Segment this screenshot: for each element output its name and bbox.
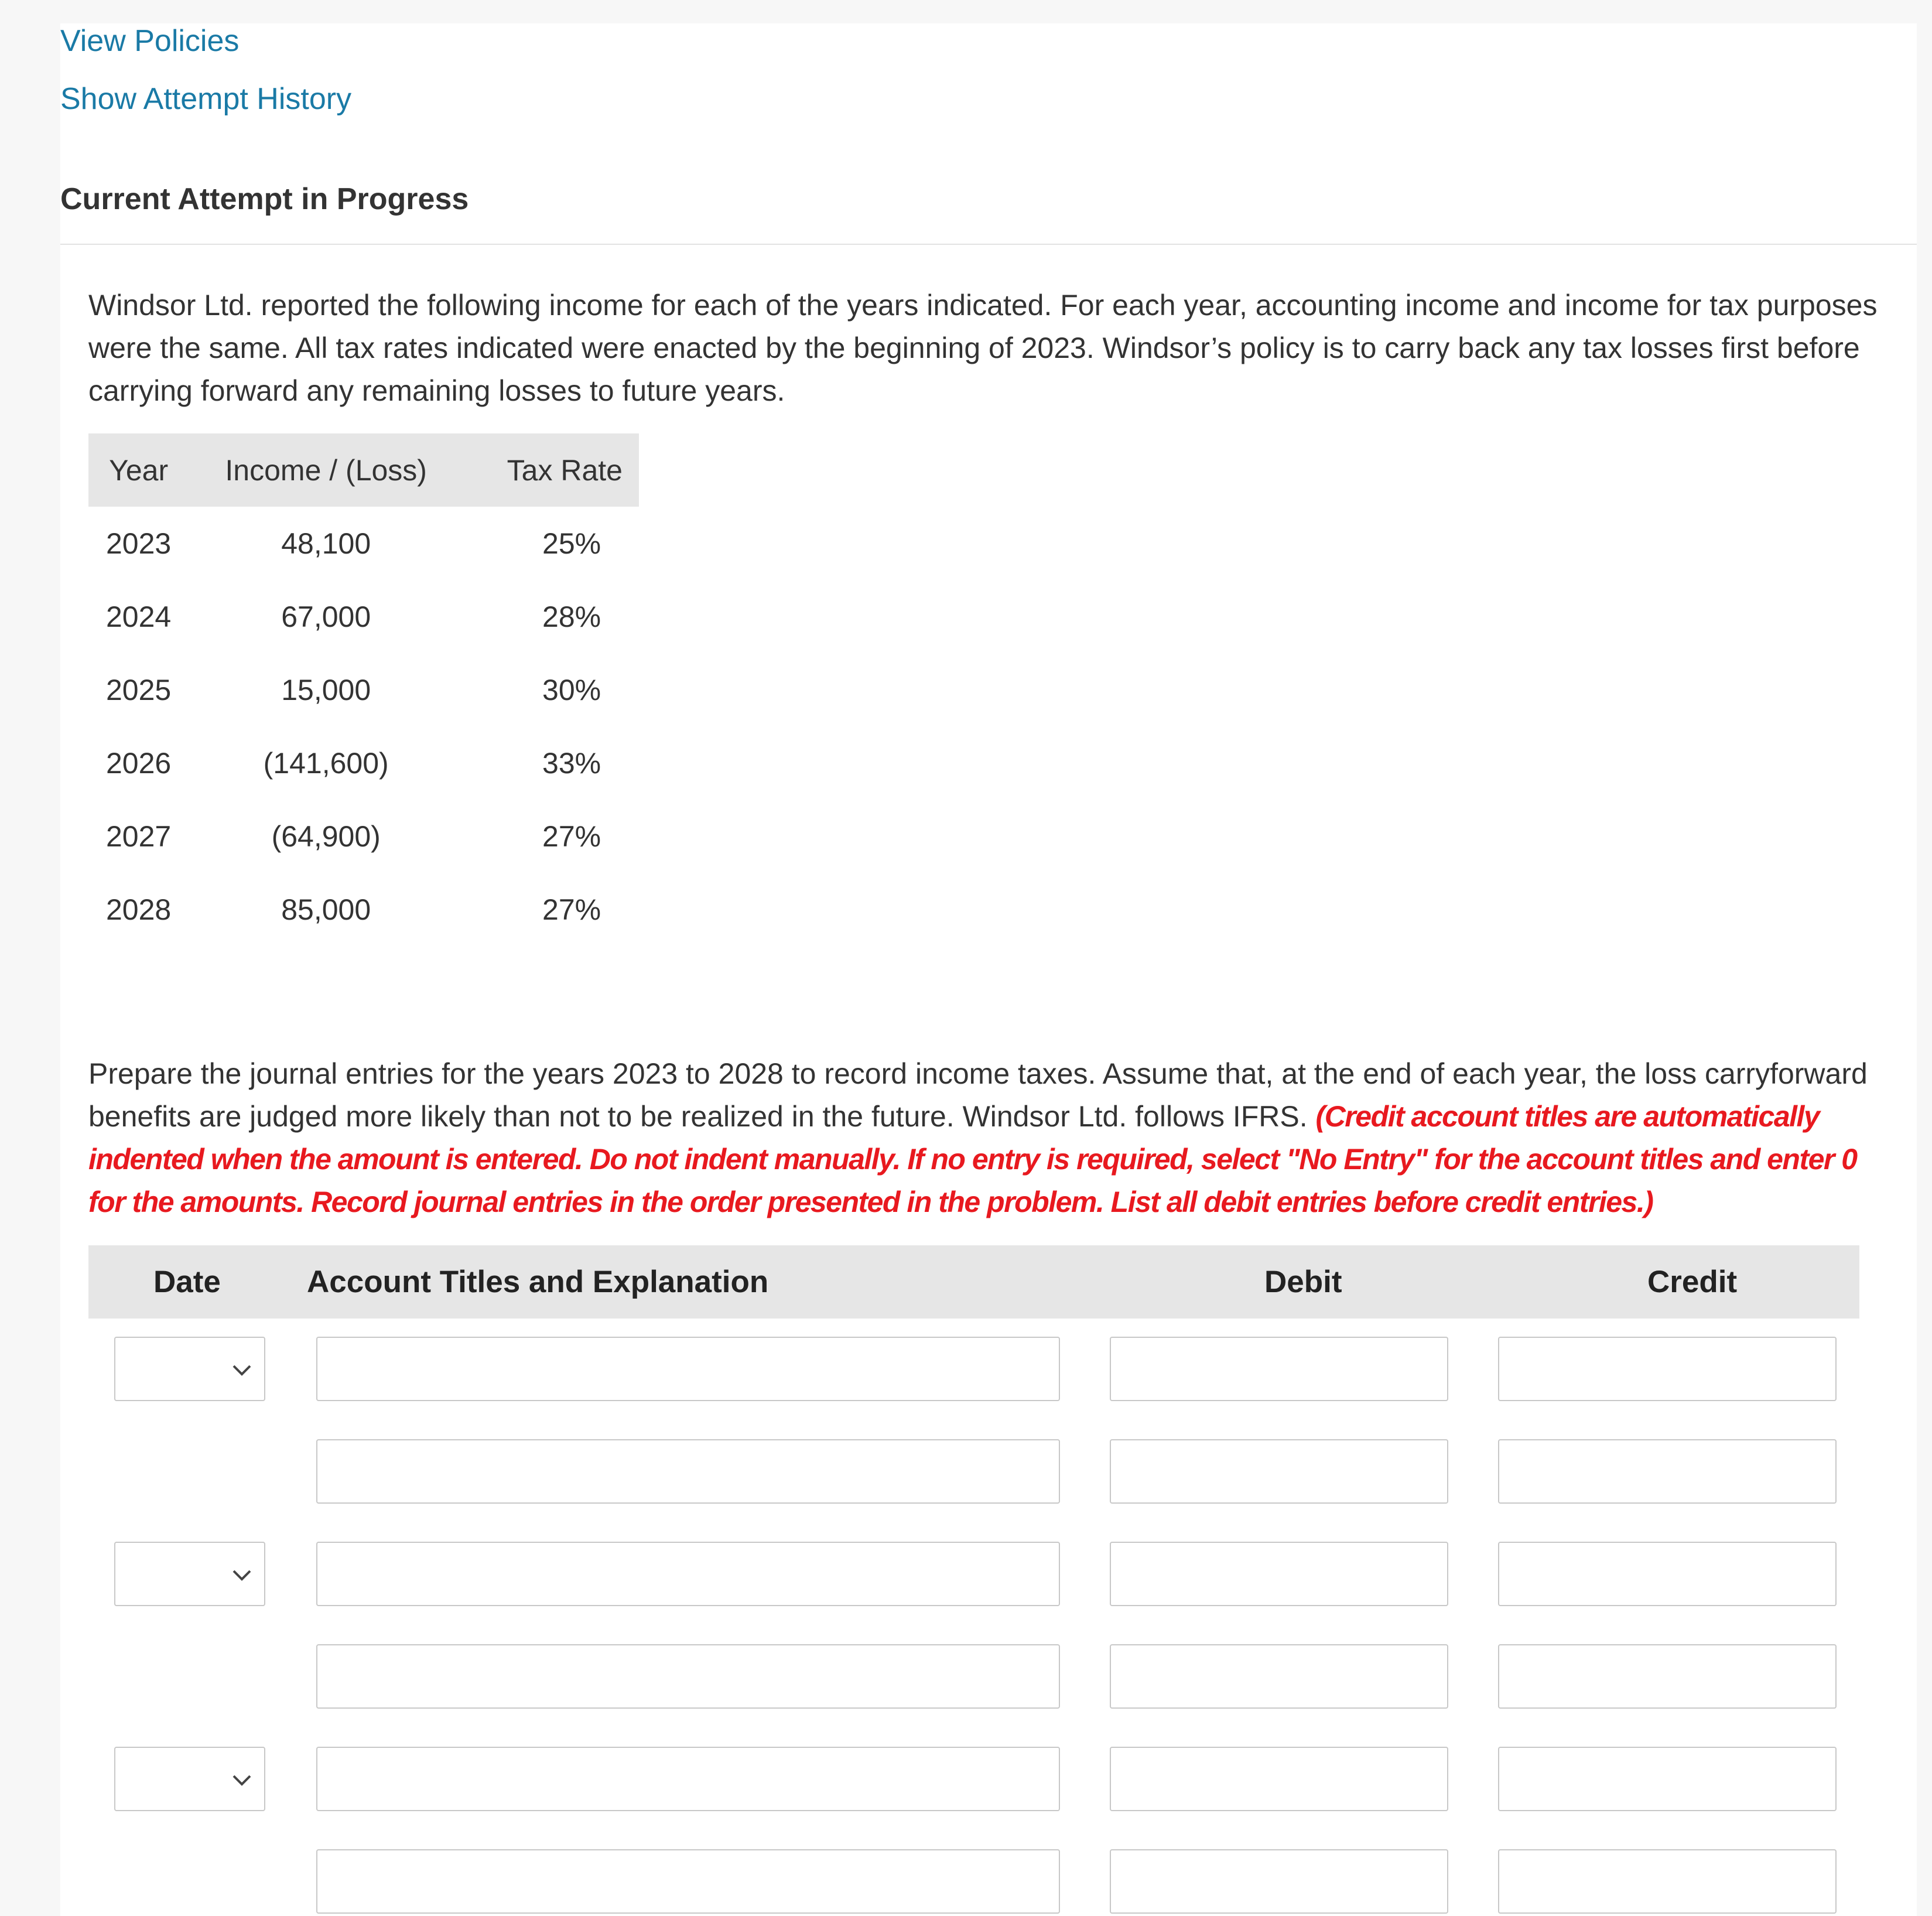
account-title-input[interactable]: [316, 1542, 1060, 1606]
tax-rate-cell: 27%: [542, 893, 601, 926]
credit-input[interactable]: [1498, 1849, 1837, 1914]
tax-rate-cell: 33%: [542, 746, 601, 780]
instructions-text: (Credit account titles are automatically indented when the amount is entered. Do not indent manually. If no entry is required, select "No Entry" for the account titles and enter 0 for the amounts. Record journal entries in the order presented in the problem. List all debit entries before credit entries.): [88, 1100, 1857, 1218]
view-policies-link[interactable]: View Policies: [60, 24, 240, 58]
date-select[interactable]: [114, 1337, 265, 1401]
chevron-down-icon: [228, 1560, 256, 1589]
tax-rate-cell: 28%: [542, 600, 601, 633]
debit-input[interactable]: [1110, 1542, 1448, 1606]
journal-row: [60, 1747, 1917, 1811]
journal-row: [60, 1439, 1917, 1504]
income-table-header: [88, 433, 639, 507]
table-row: [88, 580, 639, 653]
journal-row: [60, 1337, 1917, 1401]
journal-row: [60, 1849, 1917, 1914]
income-cell: (64,900): [271, 819, 381, 853]
journal-row: [60, 1542, 1917, 1606]
date-select[interactable]: [114, 1542, 265, 1606]
table-row: [88, 800, 639, 873]
credit-input[interactable]: [1498, 1747, 1837, 1811]
account-title-input[interactable]: [316, 1644, 1060, 1709]
date-select[interactable]: [114, 1747, 265, 1811]
chevron-down-icon: [228, 1765, 256, 1794]
date-column-header: Date: [153, 1265, 221, 1299]
income-cell: 48,100: [281, 527, 371, 560]
income-cell: 67,000: [281, 600, 371, 633]
year-cell: 2026: [105, 746, 172, 780]
debit-input[interactable]: [1110, 1849, 1448, 1914]
income-cell: 85,000: [281, 893, 371, 926]
account-title-input[interactable]: [316, 1337, 1060, 1401]
show-attempt-history-link[interactable]: Show Attempt History: [60, 82, 352, 116]
credit-input[interactable]: [1498, 1337, 1837, 1401]
debit-input[interactable]: [1110, 1644, 1448, 1709]
chevron-down-icon: [228, 1355, 256, 1384]
debit-input[interactable]: [1110, 1337, 1448, 1401]
credit-input[interactable]: [1498, 1439, 1837, 1504]
section-title: Current Attempt in Progress: [60, 182, 469, 216]
table-row: [88, 507, 639, 580]
debit-input[interactable]: [1110, 1747, 1448, 1811]
account-title-input[interactable]: [316, 1747, 1060, 1811]
problem-prompt: [88, 1053, 1892, 1224]
debit-column-header: Debit: [1264, 1265, 1342, 1299]
year-column-header: Year: [88, 433, 189, 507]
income-column-header: Income / (Loss): [189, 433, 463, 507]
table-row: [88, 653, 639, 726]
year-cell: 2024: [105, 600, 172, 633]
tax-rate-cell: 25%: [542, 527, 601, 560]
income-cell: 15,000: [281, 673, 371, 706]
debit-input[interactable]: [1110, 1439, 1448, 1504]
problem-intro: Windsor Ltd. reported the following income for each of the years indicated. For each year, accounting income and income for tax purposes were the same. All tax rates indicated were enacted by the beginning of 2023. Windsor’s policy is to carry back any tax losses first before carrying forward any remaining losses to future years.: [88, 289, 1878, 407]
account-column-header: Account Titles and Explanation: [307, 1265, 769, 1299]
year-cell: 2027: [105, 819, 172, 853]
credit-input[interactable]: [1498, 1644, 1837, 1709]
assignment-page: [60, 23, 1917, 1916]
table-row: [88, 726, 639, 800]
journal-row: [60, 1644, 1917, 1709]
journal-header: [88, 1245, 1859, 1319]
income-table: [88, 433, 639, 946]
tax-rate-cell: 27%: [542, 819, 601, 853]
income-cell: (141,600): [263, 746, 389, 780]
year-cell: 2028: [105, 893, 172, 926]
tax-rate-column-header: Tax Rate: [463, 433, 639, 507]
year-cell: 2025: [105, 673, 172, 706]
tax-rate-cell: 30%: [542, 673, 601, 706]
account-title-input[interactable]: [316, 1849, 1060, 1914]
credit-input[interactable]: [1498, 1542, 1837, 1606]
credit-column-header: Credit: [1647, 1265, 1738, 1299]
table-row: [88, 873, 639, 946]
prompt-text: Prepare the journal entries for the years 2023 to 2028 to record income taxes. Assume that, at the end of each year, the loss carryforward benefits are judged more likely than not to be realized in the future. Windsor Ltd. follows IFRS.: [88, 1057, 1868, 1133]
year-cell: 2023: [105, 527, 172, 560]
account-title-input[interactable]: [316, 1439, 1060, 1504]
divider: [60, 244, 1917, 245]
